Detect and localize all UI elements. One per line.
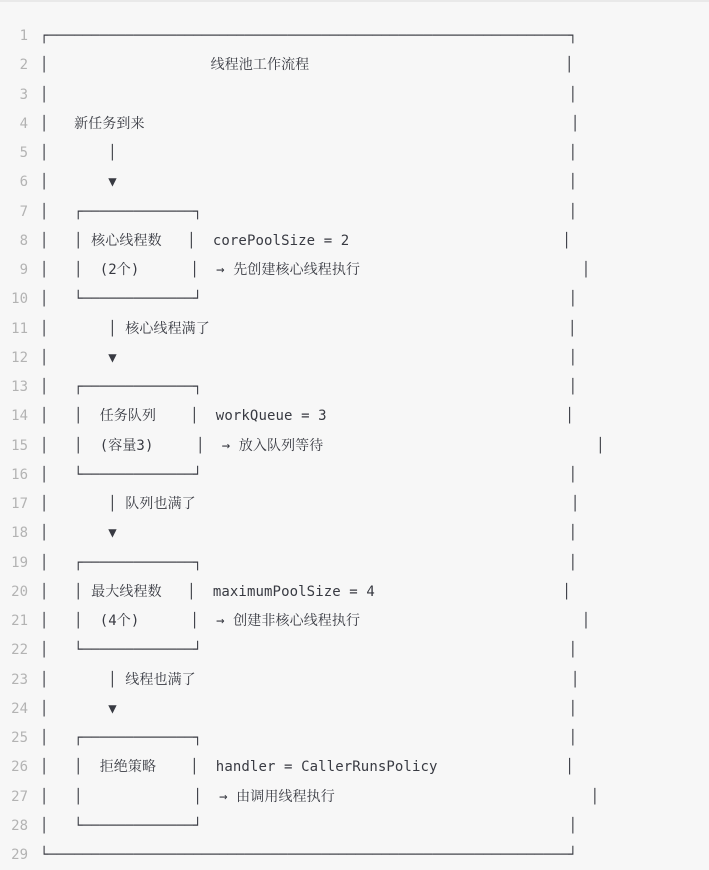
code-text: │ │ (4个) │ → 创建非核心线程执行 │ <box>40 613 591 629</box>
code-text: │ ┌─────────────┐ │ <box>40 203 578 220</box>
line-number: 20 <box>11 583 28 600</box>
code-line <box>0 432 709 461</box>
line-number: 14 <box>11 408 28 425</box>
code-text: │ │ 核心线程数 │ corePoolSize = 2 │ <box>40 232 572 249</box>
code-text: │ └─────────────┘ │ <box>40 291 578 308</box>
line-number: 3 <box>19 86 28 103</box>
code-text: │ 线程池工作流程 │ <box>40 57 574 74</box>
line-number: 4 <box>19 115 28 132</box>
code-text: │ └─────────────┘ │ <box>40 817 578 834</box>
code-text: └─────────────────────────────────────────────────────────────┘ <box>40 847 578 863</box>
code-line <box>0 402 709 431</box>
code-line <box>0 724 709 753</box>
line-number: 24 <box>11 700 28 717</box>
code-text: │ │ │ <box>40 145 578 161</box>
line-number: 11 <box>11 320 28 337</box>
code-text: │ ▼ │ <box>40 174 578 191</box>
code-text: │ │ │ → 由调用线程执行 │ <box>40 788 600 805</box>
code-line <box>0 666 709 695</box>
line-number: 19 <box>11 554 28 571</box>
code-line <box>0 461 709 490</box>
code-text: │ │ 队列也满了 │ <box>40 496 580 512</box>
line-number: 6 <box>19 174 28 191</box>
code-text: │ │ 最大线程数 │ maximumPoolSize = 4 │ <box>40 583 572 600</box>
line-number: 21 <box>11 613 28 629</box>
code-text: │ ┌─────────────┐ │ <box>40 379 578 395</box>
code-text: │ │ <box>40 86 578 103</box>
code-text: │ └─────────────┘ │ <box>40 642 578 659</box>
line-number: 26 <box>11 759 28 776</box>
code-text: ┌─────────────────────────────────────────────────────────────┐ <box>40 28 578 44</box>
code-line <box>0 753 709 782</box>
line-number: 27 <box>11 788 28 805</box>
code-line <box>0 695 709 724</box>
code-text: │ ┌─────────────┐ │ <box>40 730 578 746</box>
code-text: │ └─────────────┘ │ <box>40 466 578 483</box>
code-line <box>0 168 709 197</box>
code-line <box>0 198 709 227</box>
code-line <box>0 110 709 139</box>
code-line <box>0 783 709 812</box>
code-line <box>0 841 709 870</box>
code-text: │ │ 拒绝策略 │ handler = CallerRunsPolicy │ <box>40 759 575 776</box>
top-border <box>0 0 709 2</box>
line-number: 10 <box>11 291 28 308</box>
line-number: 15 <box>11 437 28 454</box>
code-text: │ │ 任务队列 │ workQueue = 3 │ <box>40 408 575 425</box>
code-line <box>0 373 709 402</box>
code-text: │ ▼ │ <box>40 700 578 717</box>
code-line <box>0 315 709 344</box>
line-number: 25 <box>11 730 28 746</box>
code-line <box>0 344 709 373</box>
code-line <box>0 51 709 80</box>
code-text: │ │ (2个) │ → 先创建核心线程执行 │ <box>40 262 591 278</box>
code-text: │ 新任务到来 │ <box>40 115 580 132</box>
code-line <box>0 607 709 636</box>
code-block[interactable] <box>0 22 709 865</box>
code-line <box>0 139 709 168</box>
code-line <box>0 256 709 285</box>
code-text: │ ▼ │ <box>40 349 578 366</box>
code-line <box>0 812 709 841</box>
code-line <box>0 285 709 314</box>
line-number: 2 <box>19 57 28 74</box>
code-line <box>0 22 709 51</box>
line-number: 8 <box>19 232 28 249</box>
line-number: 28 <box>11 817 28 834</box>
line-number: 7 <box>19 203 28 220</box>
line-number: 18 <box>11 525 28 542</box>
code-text: │ │ 线程也满了 │ <box>40 671 580 688</box>
line-number: 29 <box>11 847 28 863</box>
code-line <box>0 490 709 519</box>
code-line <box>0 578 709 607</box>
code-text: │ │ (容量3) │ → 放入队列等待 │ <box>40 437 605 454</box>
line-number: 13 <box>11 379 28 395</box>
code-line <box>0 519 709 548</box>
code-line <box>0 636 709 665</box>
line-number: 22 <box>11 642 28 659</box>
line-number: 9 <box>19 262 28 278</box>
line-number: 16 <box>11 466 28 483</box>
code-text: │ │ 核心线程满了 │ <box>40 320 577 337</box>
line-number: 17 <box>11 496 28 512</box>
code-line <box>0 549 709 578</box>
line-number: 23 <box>11 671 28 688</box>
line-number: 12 <box>11 349 28 366</box>
line-number: 1 <box>19 28 28 44</box>
code-text: │ ┌─────────────┐ │ <box>40 554 578 571</box>
line-number: 5 <box>19 145 28 161</box>
code-line <box>0 81 709 110</box>
code-text: │ ▼ │ <box>40 525 578 542</box>
code-line <box>0 227 709 256</box>
